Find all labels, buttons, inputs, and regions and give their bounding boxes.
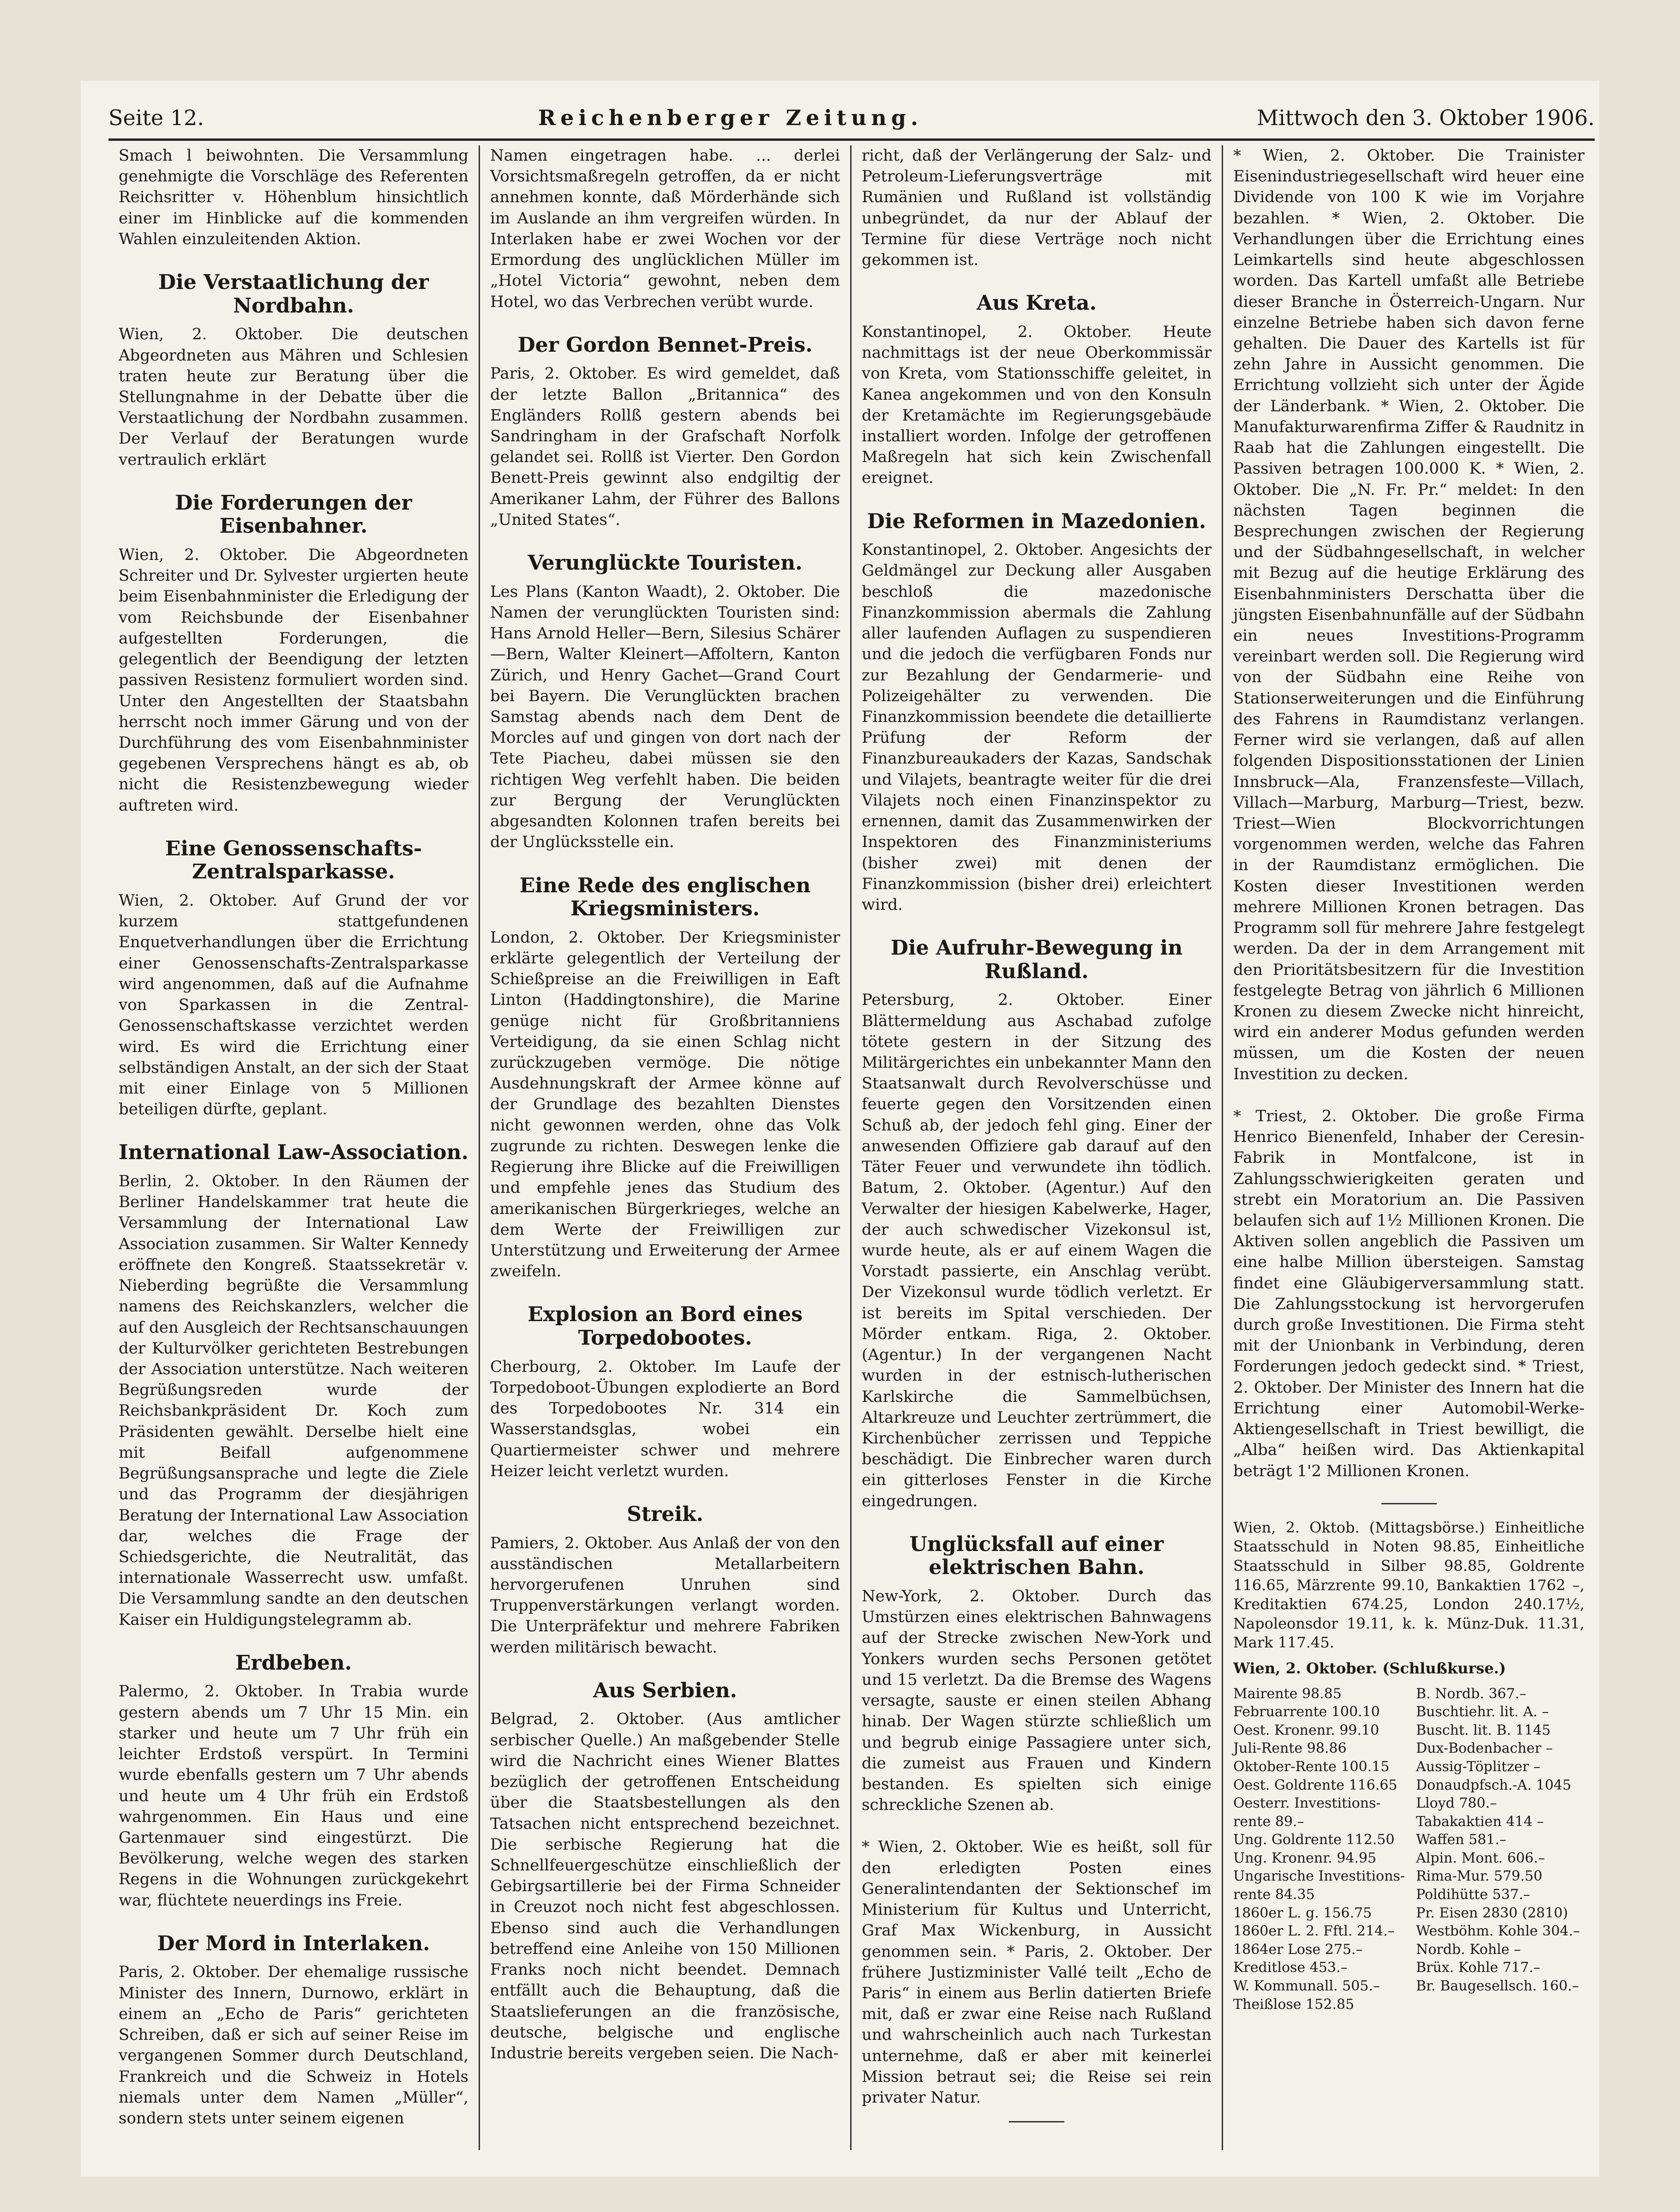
issue-date: Mittwoch den 3. Oktober 1906. xyxy=(1256,105,1595,130)
section-divider xyxy=(1009,2121,1064,2122)
article xyxy=(862,145,1212,270)
quote-row: Poldihütte 537.– xyxy=(1416,1887,1530,1903)
quote-row: Theißlose 152.85 xyxy=(1233,1996,1355,2013)
article-title: Die Forderungen der Eisenbahner. xyxy=(175,491,412,538)
newspaper-page xyxy=(81,81,1599,2176)
quote-table xyxy=(1233,1685,1584,2014)
article-title: Explosion an Bord eines Torpedobootes. xyxy=(528,1303,803,1350)
article-body: New-York, 2. Oktober. Durch das Umstürzen eines elektrischen Bahnwagens auf der Strecke zwischen New-York und Yonkers wurden sechs Personen getötet und 15 verletzt. Da die Bremse des Wagens versagte, sauste er einen steilen Abhang hinab. Der Wagen stürzte schließlich um und begrub einige Passagiere unter sich, die zumeist aus Frauen und Kindern bestanden. Es spielten sich einige schreckliche Szenen ab. xyxy=(862,1587,1212,1815)
article-body: Les Plans (Kanton Waadt), 2. Oktober. Die Namen der verunglückten Touristen sind: Hans Arnold Heller—Bern, Silesius Schärer—Bern, Walter Kleinert—Affoltern, Kanton Zürich, und Henry Gachet—Grand Court bei Bayern. Die Verunglückten brachen Samstag abends nach dem Dent de Morcles auf und gingen von dort nach der Tete Piacheu, dabei müssen sie den richtigen Weg verfehlt haben. Die beiden zur Bergung der Verunglückten abgesandten Kolonnen trafen bereits bei der Unglücksstelle ein. xyxy=(490,582,840,852)
quote-row xyxy=(1416,1996,1584,2014)
article-body: Belgrad, 2. Oktober. (Aus amtlicher serbischer Quelle.) An maßgebender Stelle wird die Nachricht eines Wiener Blattes bezüglich der getroffenen Entscheidung über die Staatsbestellungen als den Tatsachen nicht entsprechend bezeichnet. Die serbische Regierung hat die Schnellfeuergeschütze einschließlich der Gebirgsartillerie bei der Firma Schneider in Creuzot noch nicht fest abgeschlossen. Ebenso sind auch die Verhandlungen betreffend eine Anleihe von 150 Millionen Franks noch nicht beendet. Demnach entfällt auch die Behauptung, daß die Staatslieferungen an die französische, deutsche, belgische und englische Industrie bereits vergeben seien. Die Nach- xyxy=(490,1710,840,2062)
article xyxy=(862,292,1212,488)
article-body: Konstantinopel, 2. Oktober. Heute nachmittags ist der neue Oberkommissär von Kreta, vom Stationsschiffe geleitet, in Kanea angekommen und von den Konsuln der Kretamächte im Regierungsgebäude installiert worden. Infolge der getroffenen Maßregeln hat sich kein Zwischenfall ereignet. xyxy=(862,322,1212,487)
quote-row: 1860er L. 2. Fftl. 214.– xyxy=(1233,1923,1395,1940)
article xyxy=(1233,145,1584,1085)
quote-row: Westböhm. Kohle 304.– xyxy=(1416,1923,1580,1940)
article-body: Paris, 2. Oktober. Der ehemalige russische Minister des Innern, Durnowo, erklärt in einem an „Echo de Paris“ gerichteten Schreiben, daß er sich auf seiner Reise im vergangenen Sommer durch Deutschland, Frankreich und die Schweiz in Hotels niemals unter dem Namen „Müller“, sondern stets unter seinem eigenen xyxy=(119,1963,468,2128)
article-title: Eine Rede des englischen Kriegsministers. xyxy=(519,873,811,921)
article-title: Streik. xyxy=(627,1502,703,1526)
quote-row: Brüx. Kohle 717.– xyxy=(1416,1960,1541,1976)
quote-row: Br. Baugesellsch. 160.– xyxy=(1416,1978,1579,1995)
article-body: Smach l beiwohnten. Die Versammlung genehmigte die Vorschläge des Referenten Reichsritter v. Höhenblum hinsichtlich einer im Hinblicke auf die kommenden Wahlen einzuleitenden Aktion. xyxy=(119,146,468,248)
article-title: Aus Serbien. xyxy=(593,1678,737,1702)
article-body: Palermo, 2. Oktober. In Trabia wurde gestern abends um 7 Uhr 15 Min. ein starker und heute um 7 Uhr früh ein leichter Erdstoß verspürt. In Termini wurde ebenfalls gestern um 7 Uhr abends und heute um 4 Uhr früh ein Erdstoß wahrgenommen. Ein Haus und eine Gartenmauer sind eingestürzt. Die Bevölkerung, welche wegen des starken Regens in die Wohnungen zurückgekehrt war, flüchtete neuerdings ins Freie. xyxy=(119,1682,468,1910)
section-divider xyxy=(1381,1503,1437,1504)
article xyxy=(862,510,1212,916)
article-body: Wien, 2. Oktober. Die Abgeordneten Schreiter und Dr. Sylvester urgierten heute beim Eisenbahnminister die Erledigung der vom Reichsbunde der Eisenbahner aufgestellten Forderungen, die gelegentlich der Beendigung der letzten passiven Resistenz formuliert worden sind. Unter den Angestellten der Staatsbahn herrscht noch immer Gärung und von der Durchführung des vom Eisenbahnminister gegebenen Versprechens hängt es ab, ob nicht die Resistenzbewegung wieder auftreten wird. xyxy=(119,546,468,815)
column-2 xyxy=(480,145,852,2150)
article-body: Paris, 2. Oktober. Es wird gemeldet, daß der letzte Ballon „Britannica“ des Engländers Rollß gestern abends bei Sandringham in der Grafschaft Norfolk gelandet sei. Rollß ist Vierter. Den Gordon Benett-Preis gewinnt also endgiltig der Amerikaner Lahm, der Führer des Ballons „United States“. xyxy=(490,364,840,529)
page-number: Seite 12. xyxy=(108,105,204,130)
quote-row: Alpin. Mont. 606.– xyxy=(1416,1850,1545,1866)
article-title: Die Reformen in Mazedonien. xyxy=(867,509,1206,533)
article xyxy=(862,1533,1212,1816)
article xyxy=(862,937,1212,1512)
article-body: Wien, 2. Oktober. Auf Grund der vor kurzem stattgefundenen Enquetverhandlungen über die Errichtung einer Genossenschafts-Zentralsparkasse wird angenommen, daß auf die Aufnahme von Sparkassen in die Zentral-Genossenschaftskasse verzichtet werden wird. Es wird die Errichtung einer selbständigen Anstalt, an der sich der Staat mit einer Einlage von 5 Millionen beteiligen dürfte, geplant. xyxy=(119,891,468,1119)
quote-row: rente 84.35 xyxy=(1233,1887,1315,1903)
article xyxy=(490,874,840,1282)
article xyxy=(490,552,840,853)
quote-row: Dux-Bodenbacher – xyxy=(1416,1740,1553,1757)
article-title: International Law-Association. xyxy=(119,1141,468,1165)
quote-row: 1864er Lose 275.– xyxy=(1233,1941,1363,1958)
quote-row: Ungarische Investitions- xyxy=(1233,1868,1405,1885)
article-body: * Triest, 2. Oktober. Die große Firma Henrico Bienenfeld, Inhaber der Ceresin-Fabrik in Montfalcone, ist in Zahlungsschwierigkeiten geraten und strebt ein Moratorium an. Die Passiven belaufen sich auf 1½ Millionen Kronen. Die Aktiven sollen angeblich die Passiven um eine halbe Million übersteigen. Samstag findet eine Gläubigerversammlung statt. Die Zahlungsstockung ist hervorgerufen durch große Investitionen. Die Firma steht mit der Unionbank in Verbindung, deren Forderungen jedoch gedeckt sind. * Triest, 2. Oktober. Der Minister des Innern hat die Errichtung einer Automobil-Werke-Aktiengesellschaft in Triest bewilligt, die „Alba“ heißen wird. Das Aktienkapital beträgt 1'2 Millionen Kronen. xyxy=(1233,1106,1584,1480)
quote-row: Tabakaktien 414 – xyxy=(1416,1813,1544,1830)
market-midday: Wien, 2. Oktob. (Mittagsbörse.) Einheitliche Staatsschuld in Noten 98.85, Einheitliche Staatsschuld in Silber 98.85, Goldrente 116.65, Märzrente 99.10, Bankaktien 1762 –, Kreditaktien 674.25, London 240.17½, Napoleonsdor 19.11, k. k. Münz-Duk. 11.31, Mark 117.45. xyxy=(1233,1518,1584,1652)
article-title: Der Gordon Bennet-Preis. xyxy=(517,333,813,357)
quote-row: Aussig-Töplitzer – xyxy=(1416,1758,1541,1775)
article-title: Erdbeben. xyxy=(235,1651,352,1675)
article xyxy=(490,334,840,530)
quote-row: B. Nordb. 367.– xyxy=(1416,1685,1526,1702)
article xyxy=(862,1837,1212,2122)
masthead-title: Reichenberger Zeitung. xyxy=(538,105,923,130)
article-title: Der Mord in Interlaken. xyxy=(157,1931,430,1955)
stock-market-report xyxy=(1233,1518,1584,2014)
article-body: Pamiers, 2. Oktober. Aus Anlaß der von den ausständischen Metallarbeitern hervorgerufenen Unruhen sind Truppenverstärkungen verlangt worden. Die Unterpräfektur und mehrere Fabriken werden militärisch bewacht. xyxy=(490,1533,840,1657)
quote-row: Ung. Goldrente 112.50 xyxy=(1233,1832,1395,1848)
quote-row: Donaudpfsch.-A. 1045 xyxy=(1416,1777,1572,1793)
quote-row: Kreditlose 453.– xyxy=(1233,1960,1348,1976)
quote-row: Oesterr. Investitions- xyxy=(1233,1795,1381,1812)
article xyxy=(490,145,840,313)
page-header xyxy=(108,97,1595,141)
article-body: Berlin, 2. Oktober. In den Räumen der Berliner Handelskammer trat heute die Versammlung der International Law Association zusammen. Sir Walter Kennedy eröffnete den Kongreß. Staatssekretär v. Nieberding begrüßte die Versammlung namens des Reichskanzlers, welcher die auf den Ausgleich der Rechtsanschauungen der Kulturvölker gerichteten Bestrebungen der Association unterstütze. Nach weiteren Begrüßungsreden wurde der Reichsbankpräsident Dr. Koch zum Präsidenten gewählt. Derselbe hielt eine mit Beifall aufgenommene Begrüßungsansprache und legte die Ziele und das Programm der diesjährigen Beratung der International Law Association dar, welches die Frage der Schiedsgerichte, die Neutralität, das internationale Wasserrecht usw. umfaßt. Die Versammlung sandte an den deutschen Kaiser ein Huldigungstelegramm ab. xyxy=(119,1172,468,1629)
quote-row: Buscht. lit. B. 1145 xyxy=(1416,1722,1551,1738)
article-body: Wien, 2. Oktober. Die deutschen Abgeordneten aus Mähren und Schlesien traten heute zur Beratung über die Stellungnahme in der Debatte über die Verstaatlichung der Nordbahn zusammen. Der Verlauf der Beratungen wurde vertraulich erklärt xyxy=(119,325,468,469)
article xyxy=(119,1141,468,1630)
quote-row: Lloyd 780.– xyxy=(1416,1795,1497,1812)
quote-row: Juli-Rente 98.86 xyxy=(1233,1740,1347,1757)
column-1 xyxy=(108,145,480,2150)
article xyxy=(119,1932,468,2129)
quote-row: Ung. Kronenr. 94.95 xyxy=(1233,1850,1377,1866)
quote-row: Pr. Eisen 2830 (2810) xyxy=(1416,1905,1568,1921)
quote-row: W. Kommunall. 505.– xyxy=(1233,1978,1380,1995)
article-body: Namen eingetragen habe. ... derlei Vorsichtsmaßregeln getroffen, da er nicht annehmen konnte, daß Mörderhände sich im Auslande an ihm vergreifen würden. In Interlaken habe er zwei Wochen vor der Ermordung des unglücklichen Müller im „Hotel Victoria“ gewohnt, neben dem Hotel, wo das Verbrechen verübt wurde. xyxy=(490,146,840,311)
column-3 xyxy=(852,145,1223,2150)
article-title: Die Verstaatlichung der Nordbahn. xyxy=(158,270,429,318)
article-title: Unglücksfall auf einer elektrischen Bahn. xyxy=(909,1532,1164,1580)
quote-row: Oest. Goldrente 116.65 xyxy=(1233,1777,1398,1793)
quote-row: 1860er L. g. 156.75 xyxy=(1233,1905,1372,1921)
article xyxy=(119,1652,468,1911)
article xyxy=(490,1679,840,2064)
quote-row: Waffen 581.– xyxy=(1416,1832,1506,1848)
market-closing-title: Wien, 2. Oktober. (Schlußkurse.) xyxy=(1233,1659,1506,1677)
article xyxy=(1233,1106,1584,1482)
article-title: Eine Genossenschafts-Zentralsparkasse. xyxy=(165,836,422,884)
quote-row: Nordb. Kohle – xyxy=(1416,1941,1521,1958)
quote-row: Rima-Mur. 579.50 xyxy=(1416,1868,1542,1885)
article-body: * Wien, 2. Oktober. Wie es heißt, soll für den erledigten Posten eines Generalintendanten der Sektionschef im Ministerium für Kultus und Unterricht, Graf Max Wickenburg, in Aussicht genommen sein. * Paris, 2. Oktober. Der frühere Justizminister Vallé teilt „Echo de Paris“ in einem aus Berlin datierten Briefe mit, daß er zwar eine Reise nach Rußland und wahrscheinlich auch nach Turkestan unternehme, daß er aber mit keinerlei Mission betraut sei; die Reise sei rein privater Natur. xyxy=(862,1838,1212,2107)
article-body: Petersburg, 2. Oktober. Einer Blättermeldung aus Aschabad zufolge tötete gestern in der Sitzung des Militärgerichtes ein unbekannter Mann den Staatsanwalt durch Revolverschüsse und feuerte gegen den Vorsitzenden einen Schuß ab, der jedoch fehl ging. Einer der anwesenden Offiziere gab darauf auf den Täter Feuer und verwundete ihn tödlich. Batum, 2. Oktober. (Agentur.) Auf den Verwalter der hiesigen Kabelwerke, Hager, der auch schwedischer Vizekonsul ist, wurde heute, als er auf einem Wagen die Vorstadt passierte, ein Anschlag verübt. Der Vizekonsul wurde tödlich verletzt. Er ist bereits im Spital verschieden. Der Mörder entkam. Riga, 2. Oktober. (Agentur.) In der vergangenen Nacht wurden in der estnisch-lutherischen Karlskirche die Sammelbüchsen, Altarkreuze und Leuchter zertrümmert, die Kirchenbücher zerrissen und Teppiche beschädigt. Die Einbrecher waren durch ein gitterloses Fenster in die Kirche eingedrungen. xyxy=(862,991,1212,1510)
quote-row: rente 89.– xyxy=(1233,1813,1304,1830)
article-body: London, 2. Oktober. Der Kriegsminister erklärte gelegentlich der Verteilung der Schießpreise an die Freiwilligen in Eaft Linton (Haddingtonshire), die Marine genüge nicht für Großbritanniens Verteidigung, da sie einen Schlag nicht zurückzugeben vermöge. Die nötige Ausdehnungskraft der Armee könne auf der Grundlage des bezahlten Dienstes nicht gewonnen werden, ohne das Volk zugrunde zu richten. Deswegen lenke die Regierung ihre Blicke auf die Freiwilligen und empfehle jenes das Studium des amerikanischen Bürgerkrieges, welche an dem Werte der Freiwilligen zur Unterstützung und Erweiterung der Armee zweifeln. xyxy=(490,928,840,1281)
columns xyxy=(108,145,1595,2128)
article xyxy=(490,1303,840,1482)
article-title: Aus Kreta. xyxy=(977,291,1097,315)
quote-row: Buschtiehr. lit. A. – xyxy=(1416,1704,1549,1720)
article xyxy=(490,1503,840,1658)
column-4 xyxy=(1223,145,1595,2150)
article-body: * Wien, 2. Oktober. Die Trainister Eisenindustriegesellschaft wird heuer eine Dividende von 100 K wie im Vorjahre bezahlen. * Wien, 2. Oktober. Die Verhandlungen über die Errichtung eines Leimkartells sind heute abgeschlossen worden. Das Kartell umfaßt alle Betriebe dieser Branche in Österreich-Ungarn. Nur einzelne Betriebe haben sich davon ferne gehalten. Die Dauer des Kartells ist für zehn Jahre in Aussicht genommen. Die Errichtung vollzieht sich unter der Ägide der Länderbank. * Wien, 2. Oktober. Die Manufakturwarenfirma Ziffer & Raudnitz in Raab hat die Zahlungen eingestellt. Die Passiven betragen 100.000 K. * Wien, 2. Oktober. Die „N. Fr. Pr.“ meldet: In den nächsten Tagen beginnen die Besprechungen zwischen der Regierung und der Südbahngesellschaft, in welcher mit Bezug auf die heutige Erklärung des Eisenbahnministers Derschatta über die jüngsten Eisenbahnunfälle auf der Südbahn ein neues Investitions-Programm vereinbart werden soll. Die Regierung wird von der Südbahn eine Reihe von Stationserweiterungen und die Einführung des Fahrens in Raumdistanz verlangen. Ferner wird sie verlangen, daß auf allen folgenden Dispositionsstationen der Linien Innsbruck—Ala, Franzensfeste—Villach, Villach—Marburg, Marburg—Triest, bezw. Triest—Wien Blockvorrichtungen vorgenommen werden, welche das Fahren in der Raumdistanz ermöglichen. Die Kosten dieser Investitionen werden mehrere Millionen Kronen betragen. Das Programm soll für mehrere Jahre festgelegt werden. Da der in dem Arrangement mit den Prioritätsbesitzern für die Investition festgelegte Betrag von jährlich 6 Millionen Kronen zu diesem Zwecke nicht hinreicht, wird ein anderer Modus gefunden werden müssen, um die Kosten der neuen Investition zu decken. xyxy=(1233,146,1584,1083)
article-body: Cherbourg, 2. Oktober. Im Laufe der Torpedoboot-Übungen explodierte an Bord des Torpedobootes Nr. 314 ein Wasserstandsglas, wobei ein Quartiermeister schwer und mehrere Heizer leicht verletzt wurden. xyxy=(490,1357,840,1480)
quote-row: Oest. Kronenr. 99.10 xyxy=(1233,1722,1380,1738)
article-body: richt, daß der Verlängerung der Salz- und Petroleum-Lieferungsverträge mit Rumänien und Rußland ist vollständig unbegründet, da nur der Ablauf der Termine für diese Verträge noch nicht gekommen ist. xyxy=(862,146,1212,270)
quote-row: Mairente 98.85 xyxy=(1233,1685,1342,1702)
article xyxy=(119,271,468,470)
article xyxy=(119,837,468,1120)
quote-row: Oktober-Rente 100.15 xyxy=(1233,1758,1390,1775)
article-body: Konstantinopel, 2. Oktober. Angesichts der Geldmängel zur Deckung aller Ausgaben beschloß die mazedonische Finanzkommission abermals die Zahlung aller laufenden Auflagen zu suspendieren und die jedoch die verfügbaren Fonds nur zur Bezahlung der Gendarmerie- und Polizeigehälter zu verwenden. Die Finanzkommission beendete die detaillierte Prüfung der Reform der Finanzbureaukaders der Kazas, Sandschak und Vilajets, beantragte weiter für die drei Vilajets noch einen Finanzinspektor zu ernennen, damit das Zusammenwirken der Inspektoren des Finanzministeriums (bisher zwei) mit denen der Finanzkommission (bisher drei) erleichtert wird. xyxy=(862,541,1212,914)
article-title: Verunglückte Touristen. xyxy=(528,551,803,575)
article-title: Die Aufruhr-Bewegung in Rußland. xyxy=(890,936,1183,983)
article xyxy=(119,145,468,250)
article xyxy=(119,492,468,816)
quote-row: Februarrente 100.10 xyxy=(1233,1704,1380,1720)
